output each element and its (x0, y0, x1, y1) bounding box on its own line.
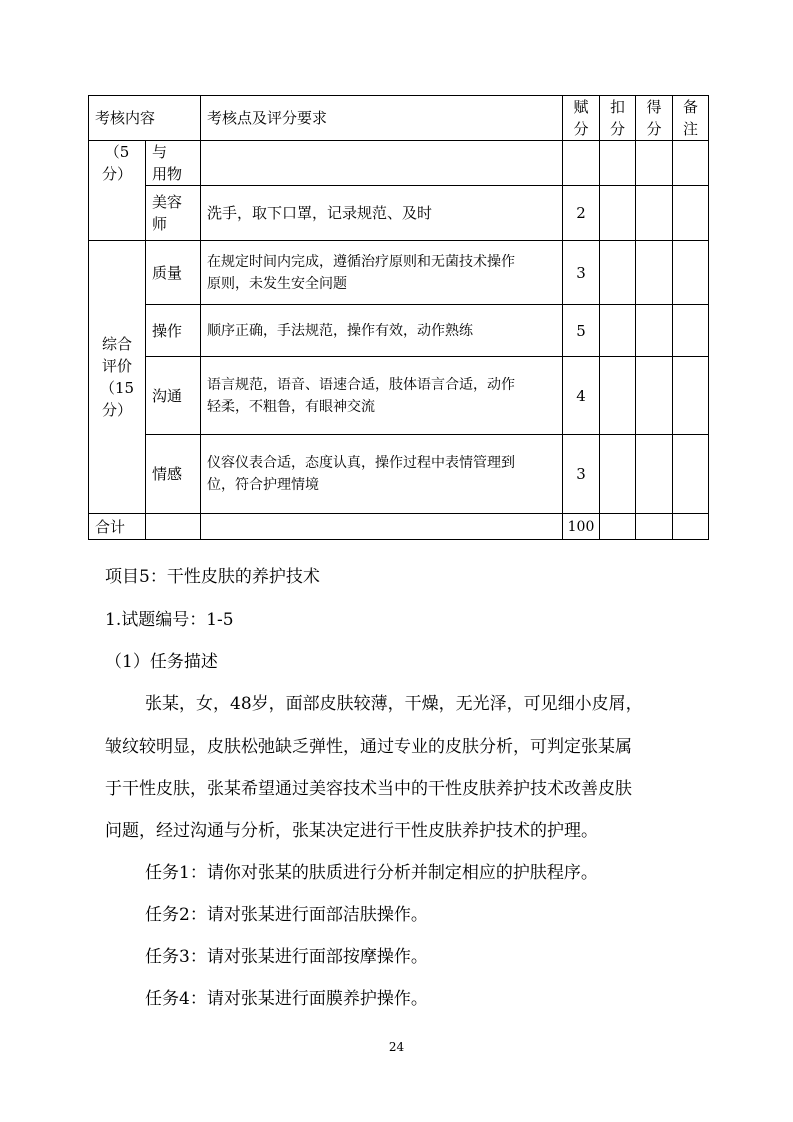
table-row (89, 186, 709, 241)
got-cell (636, 357, 673, 435)
table-header-row (89, 96, 709, 141)
note-cell (673, 305, 709, 357)
table-row (89, 305, 709, 357)
description-line: 问题，经过沟通与分析，张某决定进行干性皮肤养护技术的护理。 (105, 821, 598, 841)
description-line: 皱纹较明显，皮肤松弛缺乏弹性，通过专业的皮肤分析，可判定张某属 (105, 737, 632, 757)
note-cell (673, 357, 709, 435)
deduct-cell (600, 141, 636, 186)
desc-cell: 顺序正确，手法规范，操作有效，动作熟练 (201, 305, 563, 357)
table-row (89, 357, 709, 435)
note-cell (673, 241, 709, 305)
deduct-cell (600, 241, 636, 305)
deduct-cell (600, 305, 636, 357)
project-title: 项目5：干性皮肤的养护技术 (105, 567, 320, 587)
item-beautician: 美容 师 (146, 186, 201, 241)
got-cell (636, 186, 673, 241)
deduct-cell (600, 357, 636, 435)
description-line: 张某，女，48岁，面部皮肤较薄，干燥，无光泽，可见细小皮屑， (145, 694, 643, 714)
task-item: 任务3：请对张某进行面部按摩操作。 (145, 947, 428, 967)
description-line: 于干性皮肤，张某希望通过美容技术当中的干性皮肤养护技术改善皮肤 (105, 779, 632, 799)
task-item: 任务4：请对张某进行面膜养护操作。 (145, 989, 428, 1009)
task-description-heading: （1）任务描述 (105, 652, 218, 672)
header-content: 考核内容 (89, 96, 201, 141)
table-row (89, 141, 709, 186)
item-operation: 操作 (146, 305, 201, 357)
question-number: 1.试题编号：1-5 (105, 610, 234, 630)
note-cell (673, 141, 709, 186)
item-quality: 质量 (146, 241, 201, 305)
desc-cell: 语言规范，语音、语速合适，肢体语言合适，动作 轻柔，不粗鲁，有眼神交流 (201, 357, 563, 435)
got-cell (636, 435, 673, 514)
header-note: 备 注 (673, 96, 709, 141)
desc-cell: 在规定时间内完成，遵循治疗原则和无菌技术操作 原则，未发生安全问题 (201, 241, 563, 305)
category-prep: （5 分） (89, 141, 146, 241)
total-row (89, 514, 709, 540)
desc-cell (201, 141, 563, 186)
score-cell (563, 141, 600, 186)
task-item: 任务1：请你对张某的肤质进行分析并制定相应的护肤程序。 (145, 863, 598, 883)
score-cell: 3 (563, 241, 600, 305)
note-cell (673, 186, 709, 241)
header-got: 得 分 (636, 96, 673, 141)
item-supplies: 与 用物 (146, 141, 201, 186)
desc-cell: 仪容仪表合适，态度认真，操作过程中表情管理到 位，符合护理情境 (201, 435, 563, 514)
item-emotion: 情感 (146, 435, 201, 514)
header-deduct: 扣 分 (600, 96, 636, 141)
got-cell (636, 241, 673, 305)
score-cell: 5 (563, 305, 600, 357)
page-number: 24 (388, 1040, 405, 1054)
score-cell: 3 (563, 435, 600, 514)
header-score: 赋 分 (563, 96, 600, 141)
table-row (89, 241, 709, 305)
table-row (89, 435, 709, 514)
deduct-cell (600, 435, 636, 514)
total-label: 合计 (89, 514, 146, 540)
total-score: 100 (563, 514, 600, 540)
header-criteria: 考核点及评分要求 (201, 96, 563, 141)
got-cell (636, 305, 673, 357)
task-item: 任务2：请对张某进行面部洁肤操作。 (145, 905, 428, 925)
deduct-cell (600, 186, 636, 241)
score-cell: 4 (563, 357, 600, 435)
note-cell (673, 435, 709, 514)
category-eval: 综合 评价 （15 分） (89, 241, 146, 514)
item-communication: 沟通 (146, 357, 201, 435)
desc-cell: 洗手，取下口罩，记录规范、及时 (201, 186, 563, 241)
score-cell: 2 (563, 186, 600, 241)
got-cell (636, 141, 673, 186)
assessment-table (88, 95, 709, 540)
